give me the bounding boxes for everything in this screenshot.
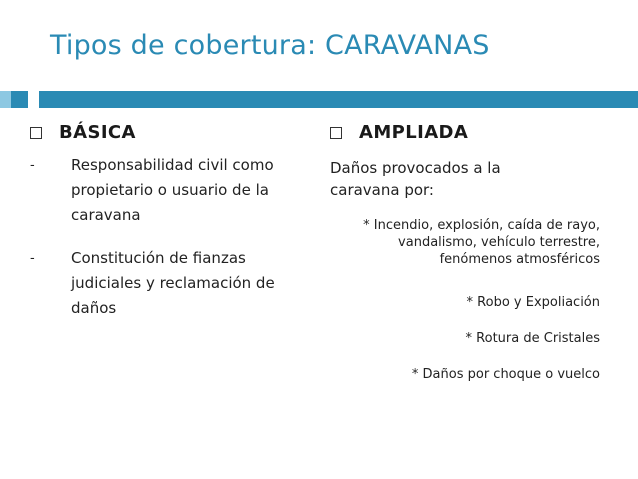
checkbox-icon xyxy=(30,127,42,139)
dash-bullet: - xyxy=(30,251,35,266)
title-underline-square xyxy=(11,91,28,108)
coverage-item: * Daños por choque o vuelco xyxy=(411,367,600,382)
coverage-item: * Incendio, explosión, caída de rayo, vandalismo, vehículo terrestre, fenómenos atmosféricos xyxy=(363,218,600,267)
basic-item-text: Responsabilidad civil como propietario o usuario de la caravana xyxy=(71,156,274,224)
checkbox-icon xyxy=(330,127,342,139)
dash-bullet: - xyxy=(30,158,35,173)
basic-item xyxy=(30,153,320,228)
title-underline-bar xyxy=(39,91,638,108)
coverage-item: * Rotura de Cristales xyxy=(465,331,600,346)
basic-heading xyxy=(30,122,320,143)
slide-title: Tipos de cobertura: CARAVANAS xyxy=(50,30,490,61)
title-underline-light xyxy=(0,91,11,108)
basic-item-text: Constitución de fianzas judiciales y reclamación de daños xyxy=(71,249,275,317)
extended-intro: Daños provocados a la caravana por: xyxy=(330,159,501,199)
left-column xyxy=(30,122,320,321)
basic-item xyxy=(30,246,320,321)
coverage-item: * Robo y Expoliación xyxy=(466,295,600,310)
extended-heading xyxy=(330,122,600,143)
extended-heading-label: AMPLIADA xyxy=(359,122,469,143)
right-column xyxy=(330,122,600,383)
basic-heading-label: BÁSICA xyxy=(59,122,136,143)
